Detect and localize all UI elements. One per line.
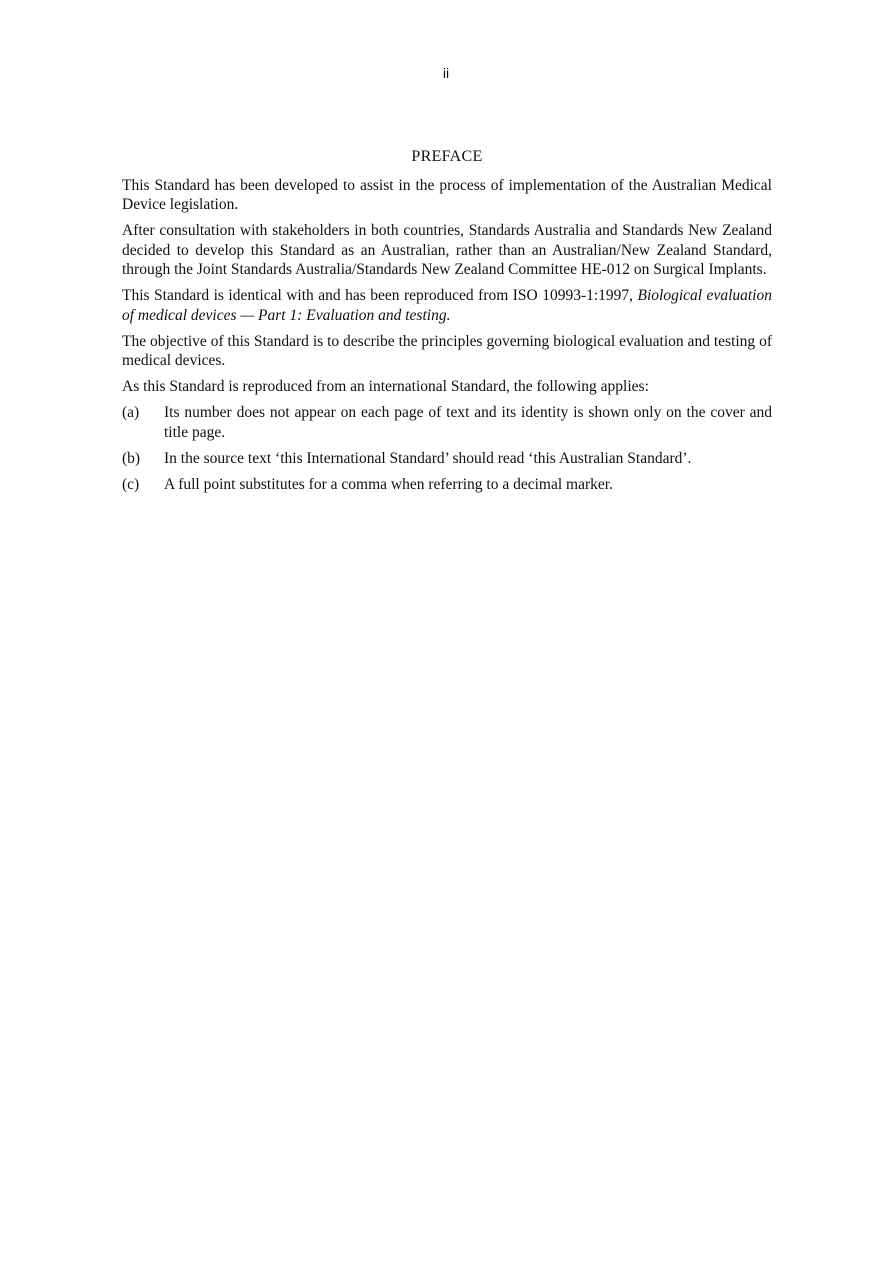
preface-paragraph-purpose: This Standard has been developed to assist in the process of implementation of the Australian Medical Device legislation.	[122, 176, 772, 213]
preface-section	[122, 147, 772, 501]
preface-paragraph-applies: As this Standard is reproduced from an international Standard, the following applies:	[122, 378, 649, 395]
list-item	[122, 449, 772, 469]
list-item-label: (b)	[122, 449, 141, 467]
preface-paragraph-objective: The objective of this Standard is to describe the principles governing biological evaluation and testing of medical devices.	[122, 332, 772, 369]
page-number: ii	[442, 65, 450, 81]
list-item	[122, 475, 772, 495]
list-item-text: In the source text ‘this International Standard’ should read ‘this Australian Standard’.	[164, 449, 692, 467]
list-item	[122, 403, 772, 442]
list-item-text: Its number does not appear on each page of text and its identity is shown only on the cover and title page.	[164, 404, 772, 441]
list-item-label: (c)	[122, 475, 140, 493]
list-item-text: A full point substitutes for a comma when referring to a decimal marker.	[164, 475, 613, 493]
preface-paragraph-identity	[122, 286, 772, 325]
list-item-label: (a)	[122, 404, 140, 421]
identity-lead-text: This Standard is identical with and has been reproduced from ISO 10993-1:1997,	[122, 287, 638, 304]
preface-heading: PREFACE	[411, 148, 483, 165]
preface-paragraph-consultation: After consultation with stakeholders in both countries, Standards Australia and Standards New Zealand decided to develop this Standard as an Australian, rather than an Australian/New Zealand Standard, through the Joint Standards Australia/Standards New Zealand Committee HE-012 on Surgical Implants.	[122, 222, 772, 278]
iso-document-title: Biological evaluation of medical devices — Part 1: Evaluation and testing.	[122, 287, 772, 324]
